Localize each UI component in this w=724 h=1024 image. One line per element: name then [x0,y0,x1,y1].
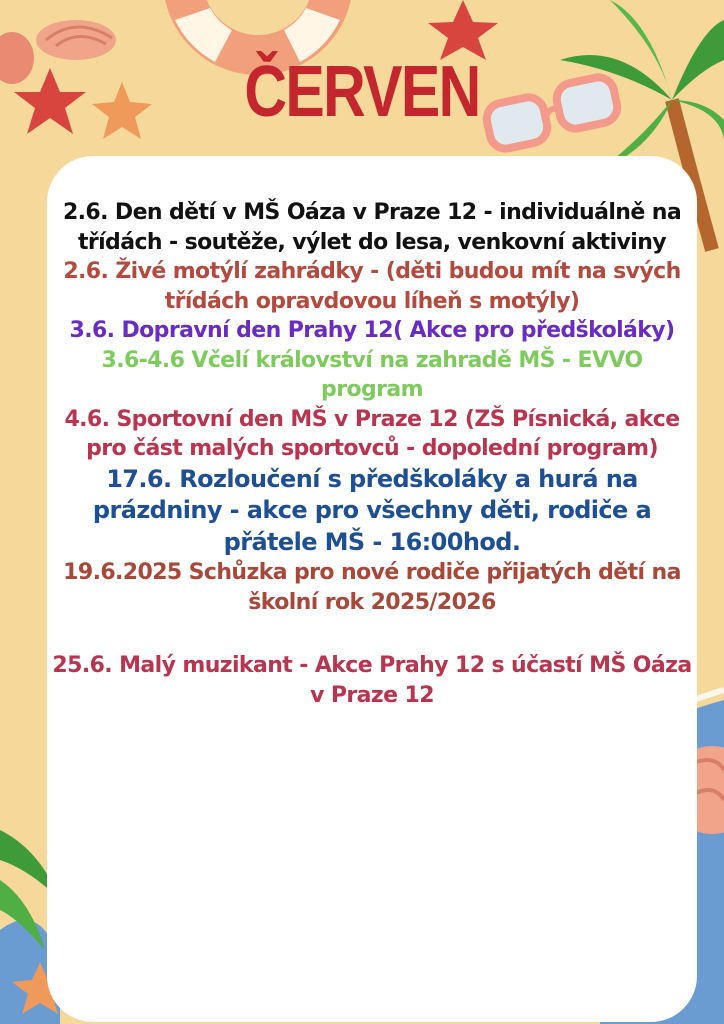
event-item: 17.6. Rozloučení s předškoláky a hurá na prázdniny - akce pro všechny děti, rodiče a přátele MŠ - 16:00hod. [92,464,652,556]
event-item: 25.6. Malý muzikant - Akce Prahy 12 s účastí MŠ Oáza v Praze 12 [52,653,692,708]
page-title: ČERVEN [244,52,480,132]
event-item: 19.6.2025 Schůzka pro nové rodiče přijatých dětí na školní rok 2025/2026 [63,560,681,615]
event-item: 2.6. Den dětí v MŠ Oáza v Praze 12 - individuálně na třídách - soutěže, výlet do lesa, venkovní aktiviny [62,200,682,255]
event-item: 3.6. Dopravní den Prahy 12( Akce pro předškoláky) [69,318,675,343]
events-list [52,198,692,710]
event-item: 4.6. Sportovní den MŠ v Praze 12 (ZŠ Písnická, akce pro část malých sportovců - dopolední program) [64,406,680,461]
event-item: 3.6-4.6 Včelí království na zahradě MŠ - EVVO program [101,347,643,402]
event-item: 2.6. Živé motýlí zahrádky - (děti budou mít na svých třídách opravdovou líheň s motýly) [63,259,681,314]
